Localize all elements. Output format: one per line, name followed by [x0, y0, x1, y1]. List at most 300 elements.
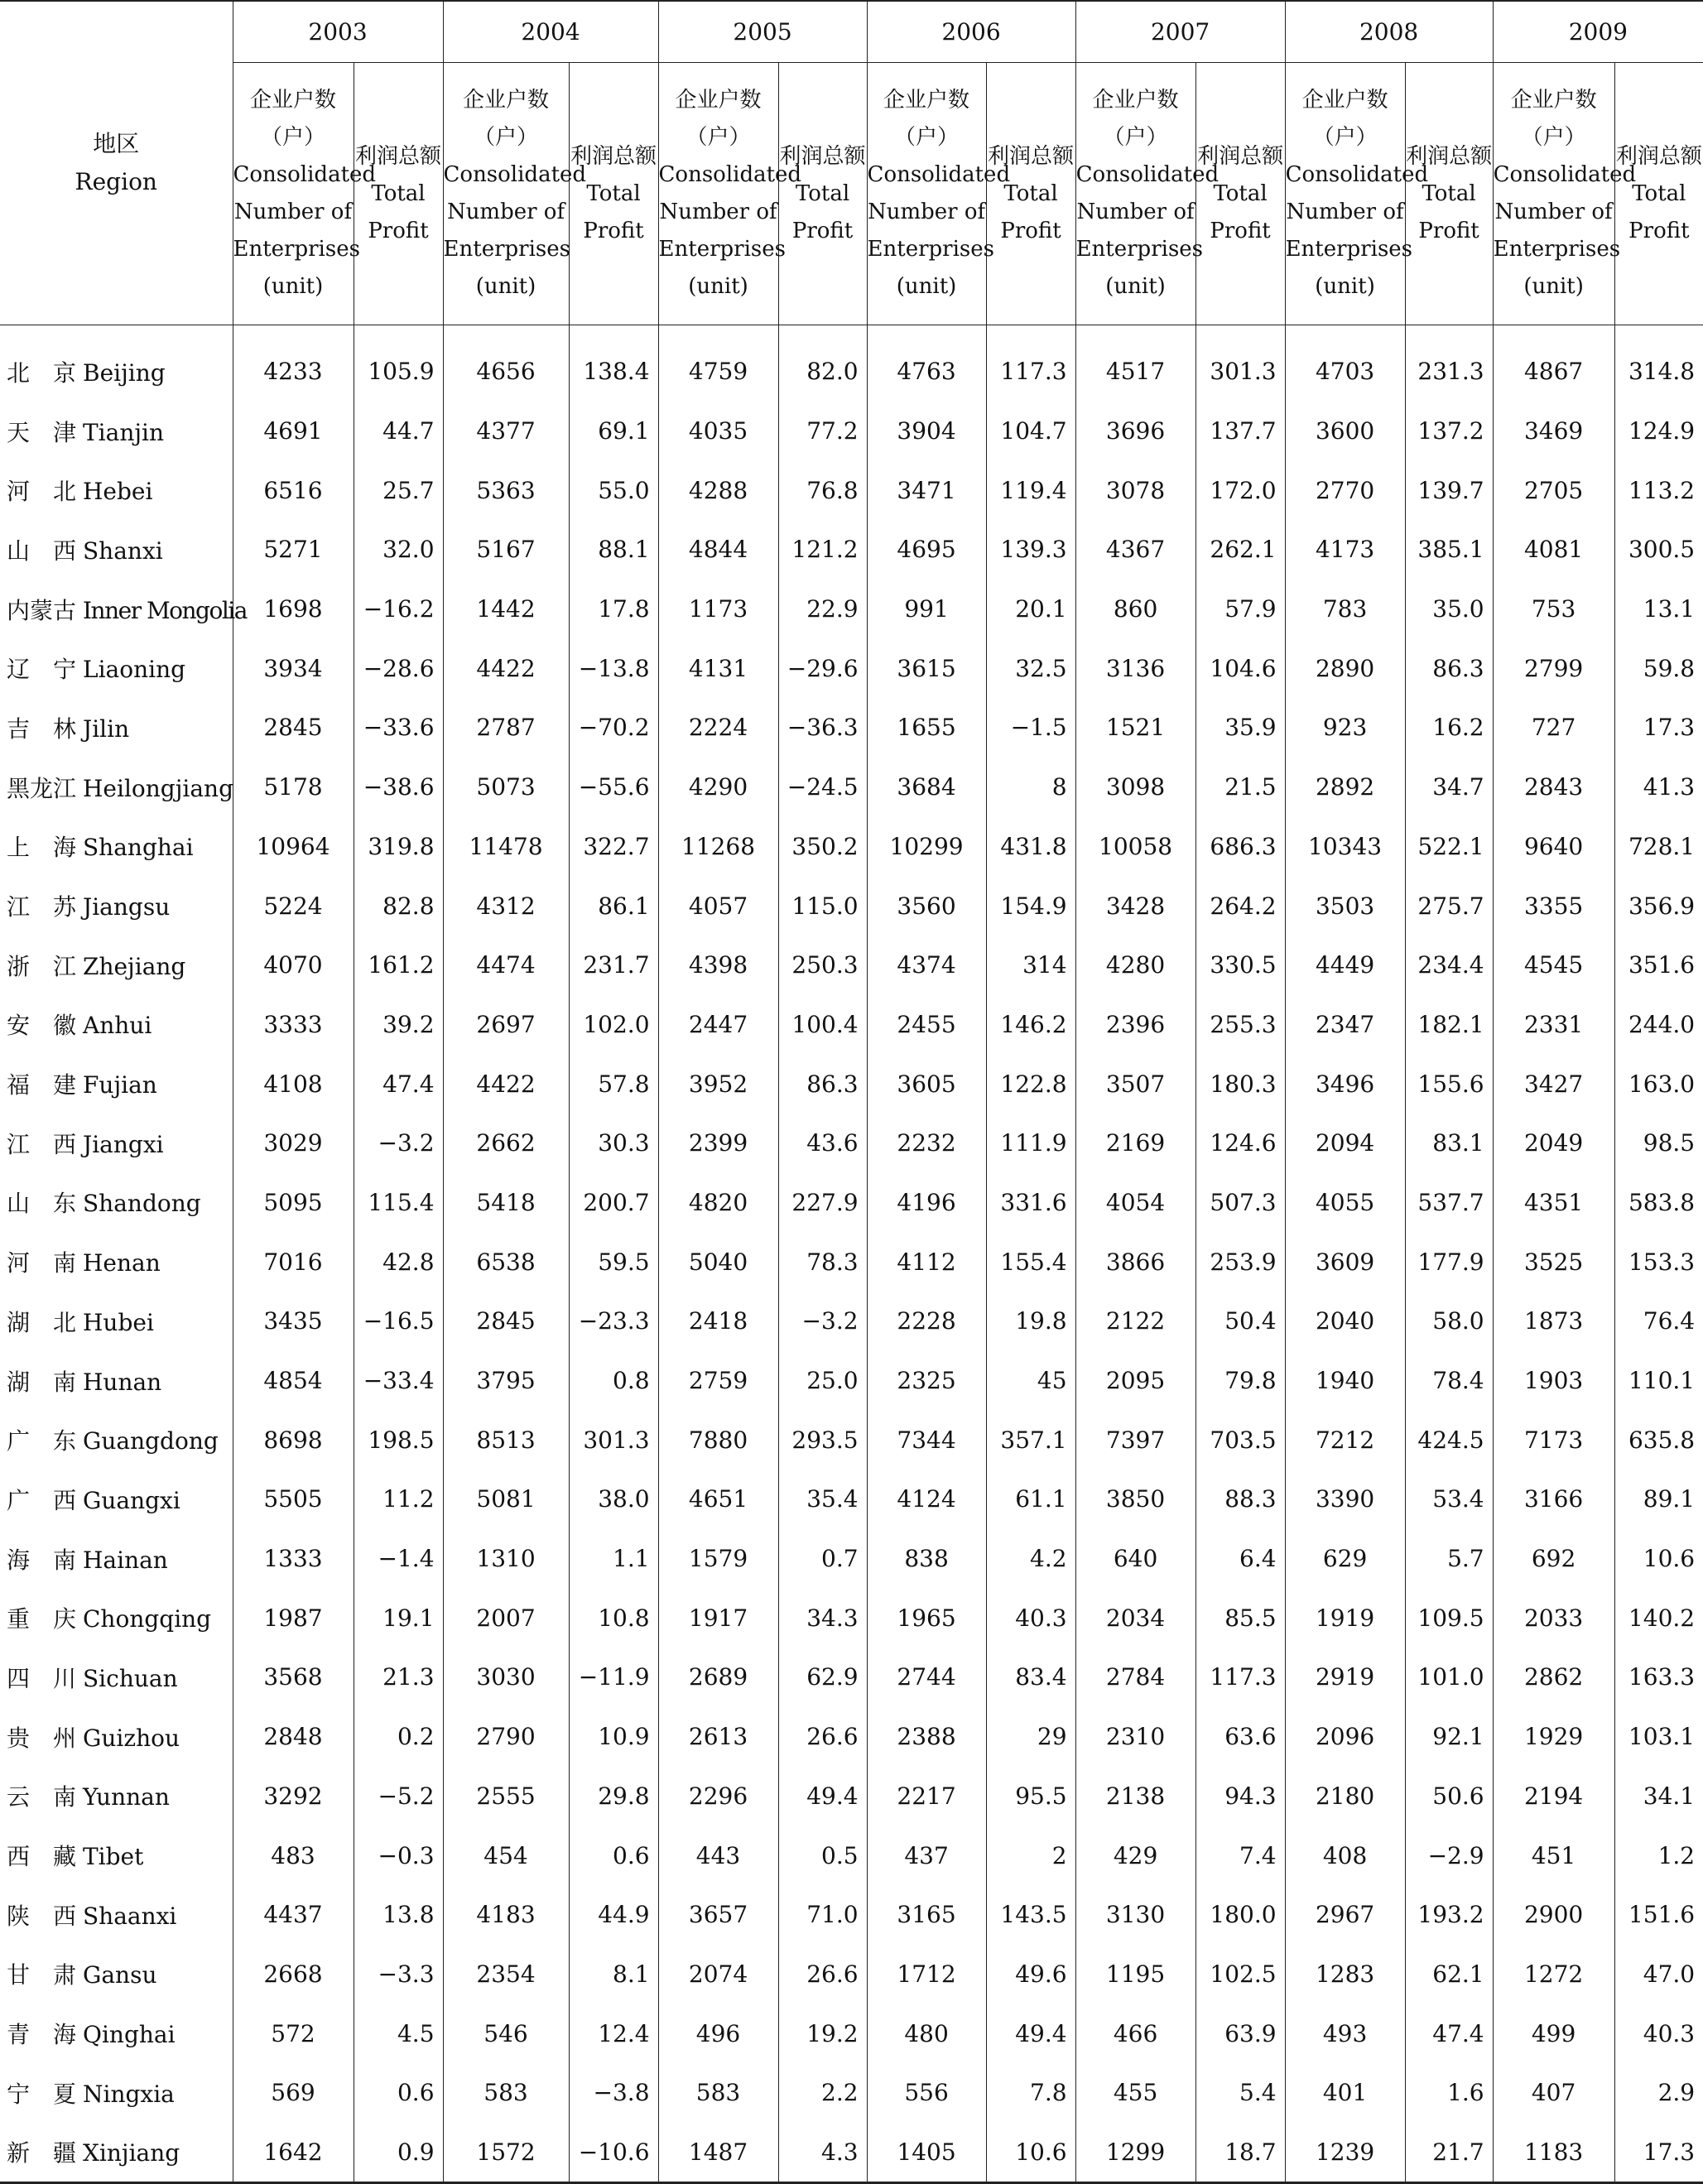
enterprises-count-cell: 10299 [867, 817, 986, 877]
total-profit-header [1195, 63, 1285, 325]
enterprises-count-cell: 4367 [1075, 520, 1195, 580]
region-cell [0, 1885, 233, 1945]
enterprises-count-cell: 5363 [443, 460, 569, 520]
total-profit-cell: 635.8 [1614, 1410, 1703, 1470]
region-name-en: Chongqing [83, 1605, 212, 1633]
enterprises-count-cell: 493 [1285, 2004, 1405, 2063]
total-profit-cell: 180.0 [1195, 1885, 1285, 1945]
region-name-cn: 山 西 [7, 536, 77, 565]
region-cell [0, 936, 233, 995]
enterprises-count-cell: 3507 [1075, 1054, 1195, 1114]
enterprises-count-cell: 9640 [1493, 817, 1614, 877]
enterprises-count-cell: 8513 [443, 1410, 569, 1470]
enterprises-count-cell: 2744 [867, 1648, 986, 1707]
total-profit-cell: 356.9 [1614, 876, 1703, 936]
enterprises-count-cell: 480 [867, 2004, 986, 2063]
region-name-en: Shaanxi [83, 1902, 177, 1930]
total-profit-cell: 13.8 [354, 1885, 443, 1945]
total-profit-cell: 137.7 [1195, 402, 1285, 461]
region-name-en: Tibet [83, 1843, 144, 1871]
total-profit-cell: 29 [986, 1707, 1075, 1767]
enterprises-count-cell: 3078 [1075, 460, 1195, 520]
enterprises-count-cell: 2892 [1285, 758, 1405, 817]
enterprises-count-cell: 3609 [1285, 1232, 1405, 1292]
enterprises-count-cell: 2096 [1285, 1707, 1405, 1767]
total-profit-cell: 110.1 [1614, 1351, 1703, 1411]
total-profit-cell: 314.8 [1614, 325, 1703, 402]
total-profit-cell: 143.5 [986, 1885, 1075, 1945]
region-name-cn: 西 藏 [7, 1843, 77, 1871]
year-header: 2004 [443, 1, 658, 63]
enterprises-count-cell: 4695 [867, 520, 986, 580]
enterprises-count-cell: 2095 [1075, 1351, 1195, 1411]
total-profit-cell: 76.4 [1614, 1292, 1703, 1351]
enterprises-count-cell: 4398 [658, 936, 778, 995]
enterprises-count-cell: 2325 [867, 1351, 986, 1411]
enterprises-count-cell: 4312 [443, 876, 569, 936]
enterprises-count-cell: 4474 [443, 936, 569, 995]
total-profit-cell: 139.3 [986, 520, 1075, 580]
total-profit-cell: 57.9 [1195, 580, 1285, 639]
enterprises-count-cell: 1712 [867, 1945, 986, 2004]
total-profit-cell: 2.2 [778, 2063, 867, 2123]
enterprises-count-cell: 3696 [1075, 402, 1195, 461]
enterprises-count-cell: 6516 [233, 460, 354, 520]
total-profit-cell: 57.8 [569, 1054, 658, 1114]
region-name-en: Shanxi [83, 536, 163, 565]
total-profit-cell: 322.7 [569, 817, 658, 877]
total-profit-cell: 82.0 [778, 325, 867, 402]
total-profit-cell: 385.1 [1405, 520, 1493, 580]
enterprises-count-cell: 3568 [233, 1648, 354, 1707]
enterprises-count-cell: 429 [1075, 1826, 1195, 1885]
total-profit-cell: 0.6 [569, 1826, 658, 1885]
total-profit-cell: 59.5 [569, 1232, 658, 1292]
enterprises-count-cell: 783 [1285, 580, 1405, 639]
table-row [0, 1470, 1703, 1529]
region-name-cn: 吉 林 [7, 714, 77, 743]
enterprises-count-cell: 4173 [1285, 520, 1405, 580]
enterprises-count-cell: 5095 [233, 1173, 354, 1233]
enterprises-count-cell: 3355 [1493, 876, 1614, 936]
region-cell [0, 1232, 233, 1292]
total-profit-cell: 69.1 [569, 402, 658, 461]
total-profit-cell: 330.5 [1195, 936, 1285, 995]
region-name-cn: 云 南 [7, 1783, 77, 1811]
total-profit-cell: 264.2 [1195, 876, 1285, 936]
total-profit-cell: −55.6 [569, 758, 658, 817]
enterprises-header-line: Consolidated [233, 162, 377, 187]
total-profit-cell: 76.8 [778, 460, 867, 520]
region-name-cn: 天 津 [7, 418, 77, 446]
table-row [0, 698, 1703, 758]
enterprises-count-cell: 1965 [867, 1588, 986, 1648]
enterprises-count-cell: 3292 [233, 1767, 354, 1826]
total-profit-cell: −5.2 [354, 1767, 443, 1826]
enterprises-count-cell: 3435 [233, 1292, 354, 1351]
total-profit-cell: 117.3 [1195, 1648, 1285, 1707]
enterprises-count-cell: 451 [1493, 1826, 1614, 1885]
region-name-cn: 四 川 [7, 1664, 77, 1692]
enterprises-header-line: Number of [867, 200, 986, 224]
total-profit-cell: 11.2 [354, 1470, 443, 1529]
enterprises-count-cell: 3657 [658, 1885, 778, 1945]
total-profit-cell: 101.0 [1405, 1648, 1493, 1707]
region-cell [0, 2063, 233, 2123]
total-profit-cell: −29.6 [778, 638, 867, 698]
total-profit-cell: −38.6 [354, 758, 443, 817]
total-profit-cell: 155.6 [1405, 1054, 1493, 1114]
total-profit-cell: 262.1 [1195, 520, 1285, 580]
enterprises-count-cell: 1642 [233, 2123, 354, 2183]
total-profit-cell: 583.8 [1614, 1173, 1703, 1233]
region-name-cn: 浙 江 [7, 952, 77, 980]
total-profit-cell: 10.9 [569, 1707, 658, 1767]
total-profit-cell: −1.4 [354, 1529, 443, 1589]
enterprises-count-cell: 2049 [1493, 1114, 1614, 1173]
enterprises-count-cell: 3130 [1075, 1885, 1195, 1945]
total-profit-cell: 78.4 [1405, 1351, 1493, 1411]
enterprises-count-cell: 3600 [1285, 402, 1405, 461]
profit-header-line: Total [1213, 180, 1268, 206]
enterprises-count-cell: 7173 [1493, 1410, 1614, 1470]
enterprises-count-cell: 2759 [658, 1351, 778, 1411]
total-profit-cell: 12.4 [569, 2004, 658, 2063]
total-profit-cell: 86.3 [778, 1054, 867, 1114]
enterprises-count-header [443, 63, 587, 325]
total-profit-cell: 182.1 [1405, 995, 1493, 1055]
enterprises-header-line: (unit) [1523, 274, 1584, 299]
total-profit-cell: 4.5 [354, 2004, 443, 2063]
enterprises-header-line: Enterprises [1493, 237, 1621, 262]
enterprises-header-line: Enterprises [1285, 237, 1413, 262]
total-profit-cell: 34.7 [1405, 758, 1493, 817]
total-profit-cell: −3.2 [354, 1114, 443, 1173]
region-cell [0, 520, 233, 580]
total-profit-cell: 331.6 [986, 1173, 1075, 1233]
enterprises-count-cell: 2848 [233, 1707, 354, 1767]
enterprises-count-cell: 3850 [1075, 1470, 1195, 1529]
total-profit-cell: 4.2 [986, 1529, 1075, 1589]
total-profit-cell: 1.1 [569, 1529, 658, 1589]
enterprises-header-line: （户） [1312, 125, 1378, 150]
total-profit-cell: 59.8 [1614, 638, 1703, 698]
total-profit-cell: 26.6 [778, 1707, 867, 1767]
enterprises-count-cell: 1442 [443, 580, 569, 639]
enterprises-count-cell: 2034 [1075, 1588, 1195, 1648]
region-name-cn: 海 南 [7, 1546, 77, 1574]
region-cell [0, 1470, 233, 1529]
total-profit-cell: 49.6 [986, 1945, 1075, 2004]
total-profit-cell: −70.2 [569, 698, 658, 758]
enterprises-count-cell: 4035 [658, 402, 778, 461]
table-row [0, 936, 1703, 995]
enterprises-count-cell: 2354 [443, 1945, 569, 2004]
subheader-row [0, 63, 1703, 325]
total-profit-cell: 250.3 [778, 936, 867, 995]
profit-header-line: Total [1632, 180, 1686, 206]
enterprises-count-cell: 3469 [1493, 402, 1614, 461]
enterprises-count-cell: 2007 [443, 1588, 569, 1648]
total-profit-cell: 163.3 [1614, 1648, 1703, 1707]
enterprises-count-cell: 4545 [1493, 936, 1614, 995]
total-profit-cell: 21.7 [1405, 2123, 1493, 2183]
enterprises-count-cell: 727 [1493, 698, 1614, 758]
enterprises-count-cell: 2668 [233, 1945, 354, 2004]
enterprises-header-line: （户） [686, 125, 751, 150]
region-name-cn: 河 北 [7, 478, 77, 506]
enterprises-count-cell: 1173 [658, 580, 778, 639]
total-profit-cell: 6.4 [1195, 1529, 1285, 1589]
total-profit-cell: 8.1 [569, 1945, 658, 2004]
profit-header-line: Total [586, 180, 641, 206]
total-profit-cell: 35.4 [778, 1470, 867, 1529]
profit-header-line: 利润总额 [779, 143, 866, 169]
enterprises-count-cell: 753 [1493, 580, 1614, 639]
enterprises-header-line: Number of [446, 200, 565, 224]
total-profit-cell: 22.9 [778, 580, 867, 639]
total-profit-cell: 79.8 [1195, 1351, 1285, 1411]
total-profit-cell: 47.4 [1405, 2004, 1493, 2063]
table-row [0, 1114, 1703, 1173]
enterprises-count-cell: 1579 [658, 1529, 778, 1589]
region-cell [0, 2123, 233, 2183]
enterprises-count-cell: 1698 [233, 580, 354, 639]
total-profit-cell: 39.2 [354, 995, 443, 1055]
profit-header-line: Total [371, 180, 426, 206]
total-profit-cell: 16.2 [1405, 698, 1493, 758]
enterprises-count-cell: 2845 [443, 1292, 569, 1351]
enterprises-count-cell: 1929 [1493, 1707, 1614, 1767]
total-profit-cell: 1.2 [1614, 1826, 1703, 1885]
enterprises-count-cell: 1572 [443, 2123, 569, 2183]
enterprises-count-cell: 407 [1493, 2063, 1614, 2123]
enterprises-header-line: 企业户数 [1301, 88, 1388, 113]
region-cell [0, 325, 233, 402]
enterprises-count-cell: 556 [867, 2063, 986, 2123]
enterprises-count-cell: 1333 [233, 1529, 354, 1589]
enterprises-count-cell: 4820 [658, 1173, 778, 1233]
total-profit-cell: 62.1 [1405, 1945, 1493, 2004]
enterprises-count-cell: 4763 [867, 325, 986, 402]
enterprises-count-cell: 3503 [1285, 876, 1405, 936]
table-row [0, 1292, 1703, 1351]
total-profit-cell: 44.9 [569, 1885, 658, 1945]
total-profit-cell: −33.4 [354, 1351, 443, 1411]
total-profit-cell: 146.2 [986, 995, 1075, 1055]
total-profit-cell: 95.5 [986, 1767, 1075, 1826]
total-profit-cell: 17.3 [1614, 698, 1703, 758]
year-header: 2003 [233, 1, 443, 63]
enterprises-count-cell: 7397 [1075, 1410, 1195, 1470]
region-name-cn: 福 建 [7, 1071, 77, 1099]
enterprises-count-cell: 2296 [658, 1767, 778, 1826]
enterprises-count-cell: 4759 [658, 325, 778, 402]
enterprises-count-cell: 2074 [658, 1945, 778, 2004]
enterprises-count-cell: 4280 [1075, 936, 1195, 995]
total-profit-cell: 62.9 [778, 1648, 867, 1707]
total-profit-cell: 153.3 [1614, 1232, 1703, 1292]
total-profit-cell: 21.3 [354, 1648, 443, 1707]
enterprises-count-cell: 2180 [1285, 1767, 1405, 1826]
region-name-cn: 贵 州 [7, 1724, 77, 1752]
total-profit-cell: 231.3 [1405, 325, 1493, 402]
enterprises-count-cell: 2799 [1493, 638, 1614, 698]
enterprises-header-line: Enterprises [867, 237, 994, 262]
enterprises-count-cell: 11478 [443, 817, 569, 877]
total-profit-cell: 113.2 [1614, 460, 1703, 520]
table-row [0, 1588, 1703, 1648]
enterprises-count-cell: 2705 [1493, 460, 1614, 520]
region-cell [0, 580, 247, 639]
table-row [0, 758, 1703, 817]
enterprises-header-line: Enterprises [443, 237, 570, 262]
total-profit-cell: 253.9 [1195, 1232, 1285, 1292]
enterprises-count-cell: 572 [233, 2004, 354, 2063]
total-profit-header [1405, 63, 1493, 325]
enterprises-count-cell: 1239 [1285, 2123, 1405, 2183]
total-profit-cell: 17.8 [569, 580, 658, 639]
total-profit-cell: 0.7 [778, 1529, 867, 1589]
region-cell [0, 876, 233, 936]
enterprises-count-cell: 2033 [1493, 1588, 1614, 1648]
profit-header-line: Profit [1210, 218, 1271, 243]
enterprises-header-line: 企业户数 [1092, 88, 1179, 113]
total-profit-cell: 43.6 [778, 1114, 867, 1173]
total-profit-cell: 86.1 [569, 876, 658, 936]
total-profit-cell: 63.6 [1195, 1707, 1285, 1767]
enterprises-count-cell: 4196 [867, 1173, 986, 1233]
total-profit-cell: 180.3 [1195, 1054, 1285, 1114]
table-row [0, 1826, 1703, 1885]
total-profit-cell: 35.9 [1195, 698, 1285, 758]
enterprises-count-cell: 1299 [1075, 2123, 1195, 2183]
enterprises-count-cell: 1873 [1493, 1292, 1614, 1351]
enterprises-count-cell: 4374 [867, 936, 986, 995]
enterprises-count-cell: 4377 [443, 402, 569, 461]
enterprises-count-cell: 483 [233, 1826, 354, 1885]
total-profit-cell: 275.7 [1405, 876, 1493, 936]
table-row [0, 817, 1703, 877]
profit-header-line: Profit [1418, 218, 1479, 243]
total-profit-cell: −33.6 [354, 698, 443, 758]
enterprises-count-cell: 4233 [233, 325, 354, 402]
enterprises-count-cell: 546 [443, 2004, 569, 2063]
enterprises-count-cell: 1272 [1493, 1945, 1614, 2004]
enterprises-header-line: （户） [474, 125, 539, 150]
table-row [0, 1945, 1703, 2004]
total-profit-cell: 19.8 [986, 1292, 1075, 1351]
enterprises-count-cell: 3428 [1075, 876, 1195, 936]
total-profit-cell: −10.6 [569, 2123, 658, 2183]
total-profit-cell: 124.9 [1614, 402, 1703, 461]
table-row [0, 1410, 1703, 1470]
enterprises-count-cell: 2662 [443, 1114, 569, 1173]
region-name-en: Anhui [83, 1012, 152, 1040]
enterprises-count-cell: 2787 [443, 698, 569, 758]
total-profit-cell: 244.0 [1614, 995, 1703, 1055]
enterprises-header-line: Number of [659, 200, 777, 224]
total-profit-header [778, 63, 867, 325]
enterprises-count-cell: 1940 [1285, 1351, 1405, 1411]
enterprises-count-cell: 2862 [1493, 1648, 1614, 1707]
enterprises-header-line: (unit) [896, 274, 957, 299]
enterprises-count-cell: 1917 [658, 1588, 778, 1648]
total-profit-cell: 98.5 [1614, 1114, 1703, 1173]
total-profit-cell: 2 [986, 1826, 1075, 1885]
enterprises-count-cell: 1987 [233, 1588, 354, 1648]
region-name-en: Qinghai [83, 2021, 176, 2049]
total-profit-cell: 89.1 [1614, 1470, 1703, 1529]
region-name-cn: 甘 肃 [7, 1961, 77, 1989]
enterprises-count-cell: 1195 [1075, 1945, 1195, 2004]
total-profit-cell: 0.5 [778, 1826, 867, 1885]
total-profit-cell: 20.1 [986, 580, 1075, 639]
total-profit-cell: 38.0 [569, 1470, 658, 1529]
enterprises-count-cell: 991 [867, 580, 986, 639]
enterprises-header-line: Consolidated [1075, 162, 1220, 187]
enterprises-header-line: Consolidated [1493, 162, 1637, 187]
profit-header-line: Profit [1628, 218, 1690, 243]
enterprises-count-cell: 5167 [443, 520, 569, 580]
total-profit-cell: 83.4 [986, 1648, 1075, 1707]
total-profit-cell: 293.5 [778, 1410, 867, 1470]
enterprises-count-cell: 455 [1075, 2063, 1195, 2123]
total-profit-cell: 100.4 [778, 995, 867, 1055]
region-cell [0, 1945, 233, 2004]
table-row [0, 460, 1703, 520]
enterprises-header-line: Number of [1286, 200, 1404, 224]
enterprises-header-line: Number of [233, 200, 353, 224]
enterprises-header-line: (unit) [688, 274, 748, 299]
enterprises-count-cell: 408 [1285, 1826, 1405, 1885]
total-profit-cell: 234.4 [1405, 936, 1493, 995]
total-profit-cell: 88.1 [569, 520, 658, 580]
total-profit-cell: −13.8 [569, 638, 658, 698]
total-profit-cell: 30.3 [569, 1114, 658, 1173]
total-profit-cell: 25.0 [778, 1351, 867, 1411]
year-header: 2009 [1493, 1, 1703, 63]
enterprises-count-cell: 2784 [1075, 1648, 1195, 1707]
table-row [0, 876, 1703, 936]
enterprises-count-cell: 4854 [233, 1351, 354, 1411]
enterprises-count-cell: 4081 [1493, 520, 1614, 580]
enterprises-count-cell: 923 [1285, 698, 1405, 758]
profit-header-line: Total [1003, 180, 1058, 206]
region-header-cn: 地区 [93, 130, 140, 157]
enterprises-count-cell: 2232 [867, 1114, 986, 1173]
total-profit-cell: 319.8 [354, 817, 443, 877]
enterprises-count-cell: 583 [443, 2063, 569, 2123]
region-name-en: Shanghai [83, 834, 194, 862]
total-profit-cell: 115.4 [354, 1173, 443, 1233]
total-profit-cell: 35.0 [1405, 580, 1493, 639]
enterprises-count-cell: 860 [1075, 580, 1195, 639]
total-profit-cell: −16.2 [354, 580, 443, 639]
enterprises-header-line: Number of [1494, 200, 1613, 224]
total-profit-cell: 507.3 [1195, 1173, 1285, 1233]
region-name-cn: 北 京 [7, 358, 77, 387]
region-name-cn: 辽 宁 [7, 656, 77, 684]
enterprises-count-cell: 3795 [443, 1351, 569, 1411]
enterprises-count-cell: 2138 [1075, 1767, 1195, 1826]
profit-header-line: Total [1422, 180, 1476, 206]
enterprises-count-cell: 1487 [658, 2123, 778, 2183]
region-name-en: Inner Mongolia [83, 596, 247, 624]
table-row [0, 402, 1703, 461]
enterprises-count-cell: 3098 [1075, 758, 1195, 817]
total-profit-cell: 5.4 [1195, 2063, 1285, 2123]
